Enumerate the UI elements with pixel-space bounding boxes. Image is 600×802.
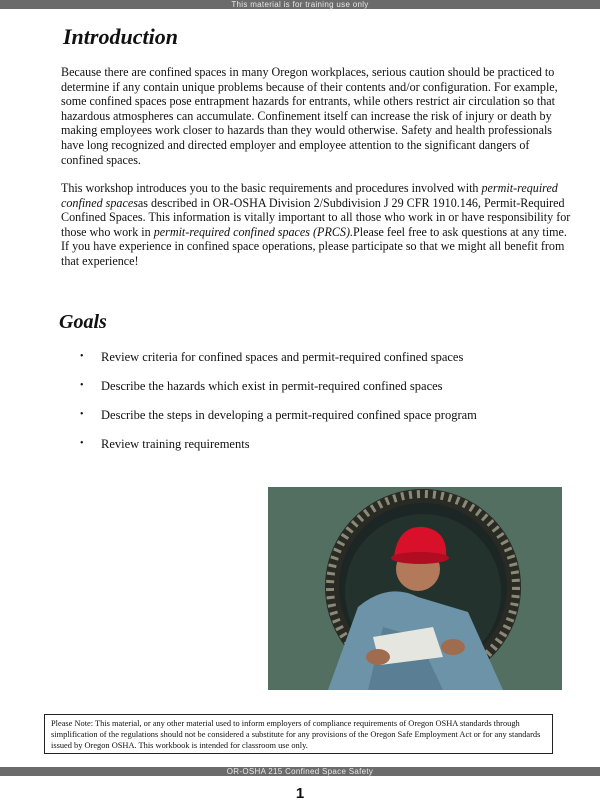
goal-item: • Describe the steps in developing a permit-required confined space program <box>78 407 477 436</box>
intro-paragraph-1: Because there are confined spaces in many Oregon workplaces, serious caution should be practiced to determine if any contain unique problems because of their contents and/or configuration. For example, some confined spaces pose entrapment hazards for entrants, while others restrict air circulation so that hazardous atmospheres can accumulate. Confinement itself can increase the risk of injury or death by making employees work closer to hazards than they would otherwise. Safety and health professionals have long recognized and directed employer and employee attention to the significant dangers of confined spaces. <box>61 65 558 167</box>
footer-banner: OR-OSHA 215 Confined Space Safety <box>0 767 600 776</box>
intro-paragraph-2 <box>61 181 571 269</box>
disclaimer-note: Please Note: This material, or any other material used to inform employers of compliance requirements of Oregon OSHA standards through simplification of the regulations should not be considered a substitute for any provisions of the Oregon Safe Employment Act or for any standards issued by Oregon OSHA. This workbook is intended for classroom use only. <box>44 714 553 754</box>
goals-list <box>78 349 477 465</box>
p2-emphasis-prcs-abbrev: permit-required confined spaces (PRCS). <box>153 224 353 239</box>
goal-item: • Review training requirements <box>78 436 477 465</box>
page-number: 1 <box>295 785 305 802</box>
p2-text-b: as described in OR-OSHA Division 2/Subdivision J 29 CFR 1910.146, Permit-Required Confined Spaces. This information is vitally important to all those who work in or have responsibility for those who work in <box>61 195 571 239</box>
p2-text-a: This workshop introduces you to the basic requirements and procedures involved with <box>61 181 482 195</box>
top-banner: This material is for training use only <box>0 0 600 9</box>
goals-heading: Goals <box>59 311 107 333</box>
intro-heading: Introduction <box>63 24 178 49</box>
goal-item: • Review criteria for confined spaces and permit-required confined spaces <box>78 349 477 378</box>
goal-item: • Describe the hazards which exist in permit-required confined spaces <box>78 378 477 407</box>
confined-space-worker-photo <box>268 487 562 690</box>
p2-text-c: Please feel free to ask questions at any time. If you have experience in confined space operations, please participate so that we might all benefit from that experience! <box>61 224 567 268</box>
p2-emphasis-prcs: permit-required confined spaces <box>61 181 558 210</box>
